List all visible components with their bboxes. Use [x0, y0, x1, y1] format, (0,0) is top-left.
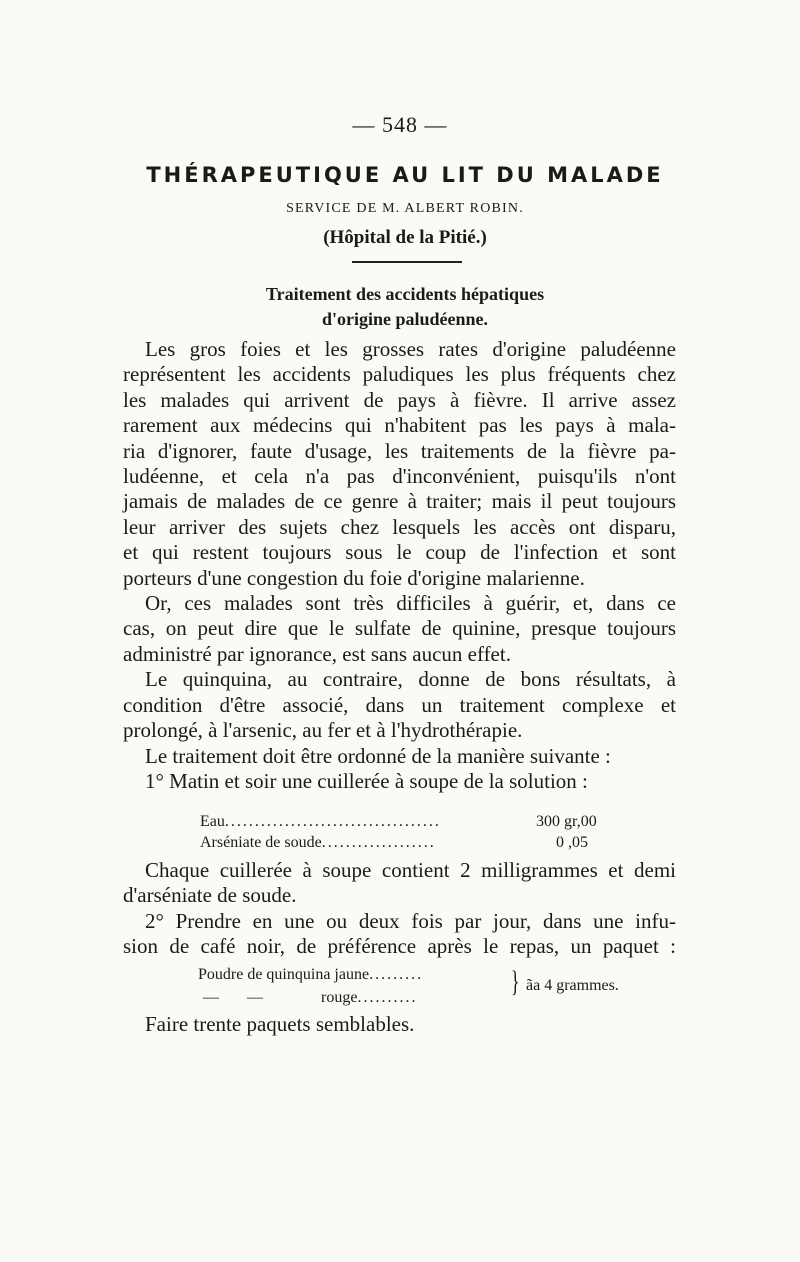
- ingredient-name: Poudre de quinquina jaune: [198, 966, 370, 983]
- text-line: cas, on peut dire que le sulfate de quinine, presque toujours: [123, 616, 676, 641]
- text-line: jamais de malades de ce genre à traiter; mais il peut toujours: [123, 489, 676, 514]
- text-line: d'arséniate de soude.: [123, 883, 297, 908]
- text-line: Chaque cuillerée à soupe contient 2 milligrammes et demi: [145, 858, 676, 882]
- text-line: représentent les accidents paludiques les plus fréquents chez: [123, 362, 676, 387]
- formula-row: [198, 966, 423, 984]
- ingredient-quantity: 300 gr,00: [536, 813, 597, 830]
- chapter-title: THÉRAPEUTIQUE AU LIT DU MALADE: [146, 163, 664, 187]
- body-block-3: [123, 1012, 676, 1037]
- leader-dots: .........: [369, 966, 424, 983]
- text-line: 2° Prendre en une ou deux fois par jour, dans une infu-: [145, 908, 676, 933]
- text-line: condition d'être associé, dans un traitement complexe et: [123, 692, 676, 717]
- text-line: porteurs d'une congestion du foie d'origine malarienne.: [123, 565, 585, 590]
- text-line: 1° Matin et soir une cuillerée à soupe de la solution :: [145, 768, 588, 793]
- ditto-marks: — —: [203, 989, 263, 1006]
- text-line: rarement aux médecins qui n'habitent pas les pays à mala-: [123, 413, 676, 438]
- service-line: SERVICE DE M. ALBERT ROBIN.: [286, 201, 524, 216]
- leader-dots: ..........: [357, 989, 418, 1006]
- text-line: Or, ces malades sont très difficiles à guérir, et, dans ce: [145, 591, 676, 616]
- brace-symbol: }: [510, 965, 520, 998]
- text-line: Les gros foies et les grosses rates d'origine paludéenne: [145, 337, 676, 361]
- text-line: administré par ignorance, est sans aucun effet.: [123, 641, 511, 666]
- section-title-line1: Traitement des accidents hépatiques: [265, 284, 545, 304]
- ingredient-name: rouge: [321, 989, 358, 1006]
- ingredient-name: Eau: [200, 813, 225, 830]
- formula-row: [200, 813, 441, 831]
- text-line: ria d'ignorer, faute d'usage, les traitements de la fièvre pa-: [123, 438, 676, 463]
- text-line: les malades qui arrivent de pays à fièvre. Il arrive assez: [123, 387, 676, 412]
- body-block-1: [123, 337, 676, 794]
- ingredient-name: Arséniate de soude: [200, 834, 322, 851]
- text-line: ludéenne, et cela n'a pas d'inconvénient, puisqu'ils n'ont: [123, 464, 676, 489]
- text-line: Le quinquina, au contraire, donne de bons résultats, à: [145, 667, 676, 692]
- hospital-line: (Hôpital de la Pitié.): [323, 227, 487, 248]
- leader-dots: ...................: [321, 834, 436, 851]
- page-number: — 548 —: [352, 112, 448, 137]
- formula-row: [203, 989, 417, 1007]
- title-rule: [352, 261, 462, 263]
- text-line: sion de café noir, de préférence après le repas, un paquet :: [123, 934, 676, 959]
- text-line: Faire trente paquets semblables.: [145, 1012, 415, 1036]
- text-line: leur arriver des sujets chez lesquels les accès ont disparu,: [123, 514, 676, 539]
- body-block-2: [123, 858, 676, 960]
- text-line: prolongé, à l'arsenic, au fer et à l'hydrothérapie.: [123, 718, 523, 743]
- formula-row: [200, 834, 436, 852]
- dose-label: ãa 4 grammes.: [526, 977, 619, 994]
- ingredient-quantity: 0 ,05: [556, 834, 588, 851]
- leader-dots: ....................................: [224, 813, 441, 830]
- text-line: Le traitement doit être ordonné de la manière suivante :: [145, 743, 611, 768]
- text-line: et qui restent toujours sous le coup de l'infection et sont: [123, 540, 676, 565]
- section-title-line2: d'origine paludéenne.: [321, 309, 489, 329]
